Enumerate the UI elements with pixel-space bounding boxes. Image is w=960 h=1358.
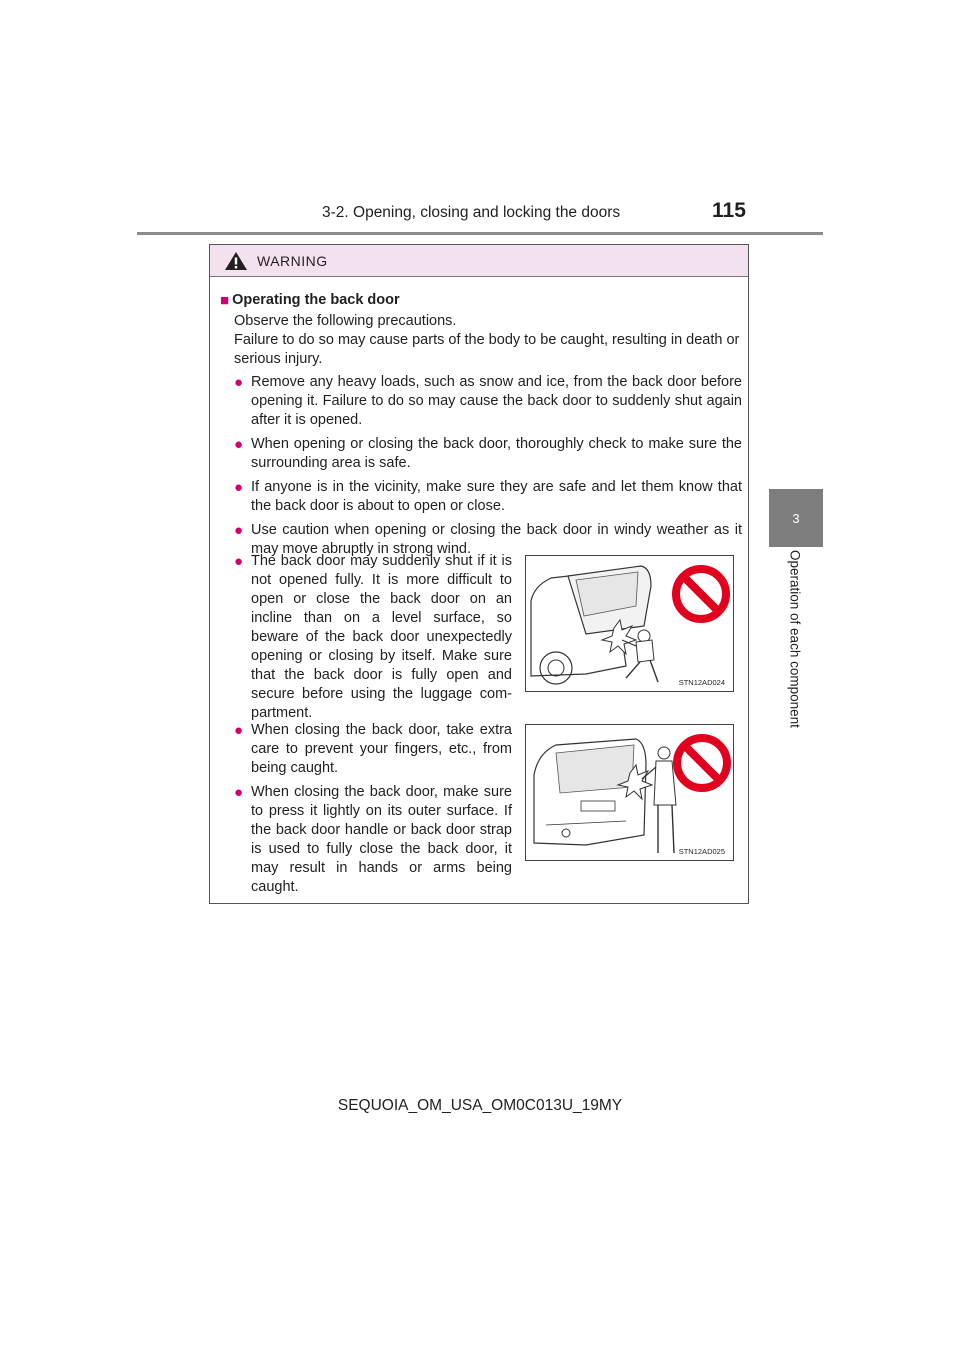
back-door-figure-1 <box>525 555 734 692</box>
section-heading <box>220 291 742 310</box>
bullet-dot-icon: ● <box>234 722 244 739</box>
bullet-dot-icon: ● <box>234 784 244 801</box>
chapter-tab-title: Operation of each component <box>787 550 803 728</box>
warning-header <box>210 245 748 277</box>
warning-box <box>209 244 749 904</box>
section-heading-text: Operating the back door <box>232 292 400 308</box>
list-item: ● If anyone is in the vicinity, make sure they are safe and let them know that the back door is about to open or close. <box>234 479 742 514</box>
square-bullet-icon: ■ <box>220 292 230 309</box>
figure2-text <box>220 721 512 902</box>
figure1-text <box>220 552 512 728</box>
bullet-dot-icon: ● <box>234 479 244 496</box>
list-item: ● Use caution when opening or closing the back door in windy weather as it may move abruptly in strong wind. <box>234 522 742 557</box>
figure-code: STN12AD025 <box>678 847 725 856</box>
intro-line: Failure to do so may cause parts of the body to be caught, resulting in death or serious injury. <box>234 332 740 367</box>
section-title: 3-2. Opening, closing and locking the doors <box>322 204 621 221</box>
vehicle-illustration-1 <box>526 556 733 691</box>
intro-text <box>220 312 742 369</box>
precaution-list <box>220 373 742 559</box>
list-item: ● Remove any heavy loads, such as snow and ice, from the back door before opening it. Failure to do so may cause the back door to suddenly shut again after it is opened. <box>234 374 742 428</box>
list-item: ● The back door may suddenly shut if it is not opened fully. It is more difficult to open or close the back door on an incline than on a level surface, so beware of the back door unexpectedly opening or closing by itself. Make sure that the back door is fully open and secure before using the luggage com-partment. <box>234 553 512 721</box>
list-item: ● When closing the back door, take extra care to prevent your fingers, etc., from being caught. <box>234 722 512 776</box>
intro-line: Observe the following precautions. <box>234 313 457 329</box>
list-item: ● When opening or closing the back door, thoroughly check to make sure the surrounding area is safe. <box>234 436 742 471</box>
page-number: 115 <box>712 199 746 222</box>
vehicle-illustration-2 <box>526 725 733 860</box>
warning-triangle-icon <box>224 251 248 271</box>
figure-code: STN12AD024 <box>678 678 725 687</box>
document-id: SEQUOIA_OM_USA_OM0C013U_19MY <box>337 1097 623 1114</box>
back-door-figure-2 <box>525 724 734 861</box>
chapter-tab-number: 3 <box>769 489 823 547</box>
bullet-dot-icon: ● <box>234 553 244 570</box>
header-divider <box>137 232 823 235</box>
bullet-dot-icon: ● <box>234 522 244 539</box>
warning-label: WARNING <box>257 252 328 269</box>
warning-content <box>210 276 748 564</box>
bullet-dot-icon: ● <box>234 436 244 453</box>
list-item: ● When closing the back door, make sure to press it lightly on its outer surface. If the back door handle or back door strap is used to fully close the back door, it may result in hands or arms being caught. <box>234 784 512 895</box>
bullet-dot-icon: ● <box>234 374 244 391</box>
